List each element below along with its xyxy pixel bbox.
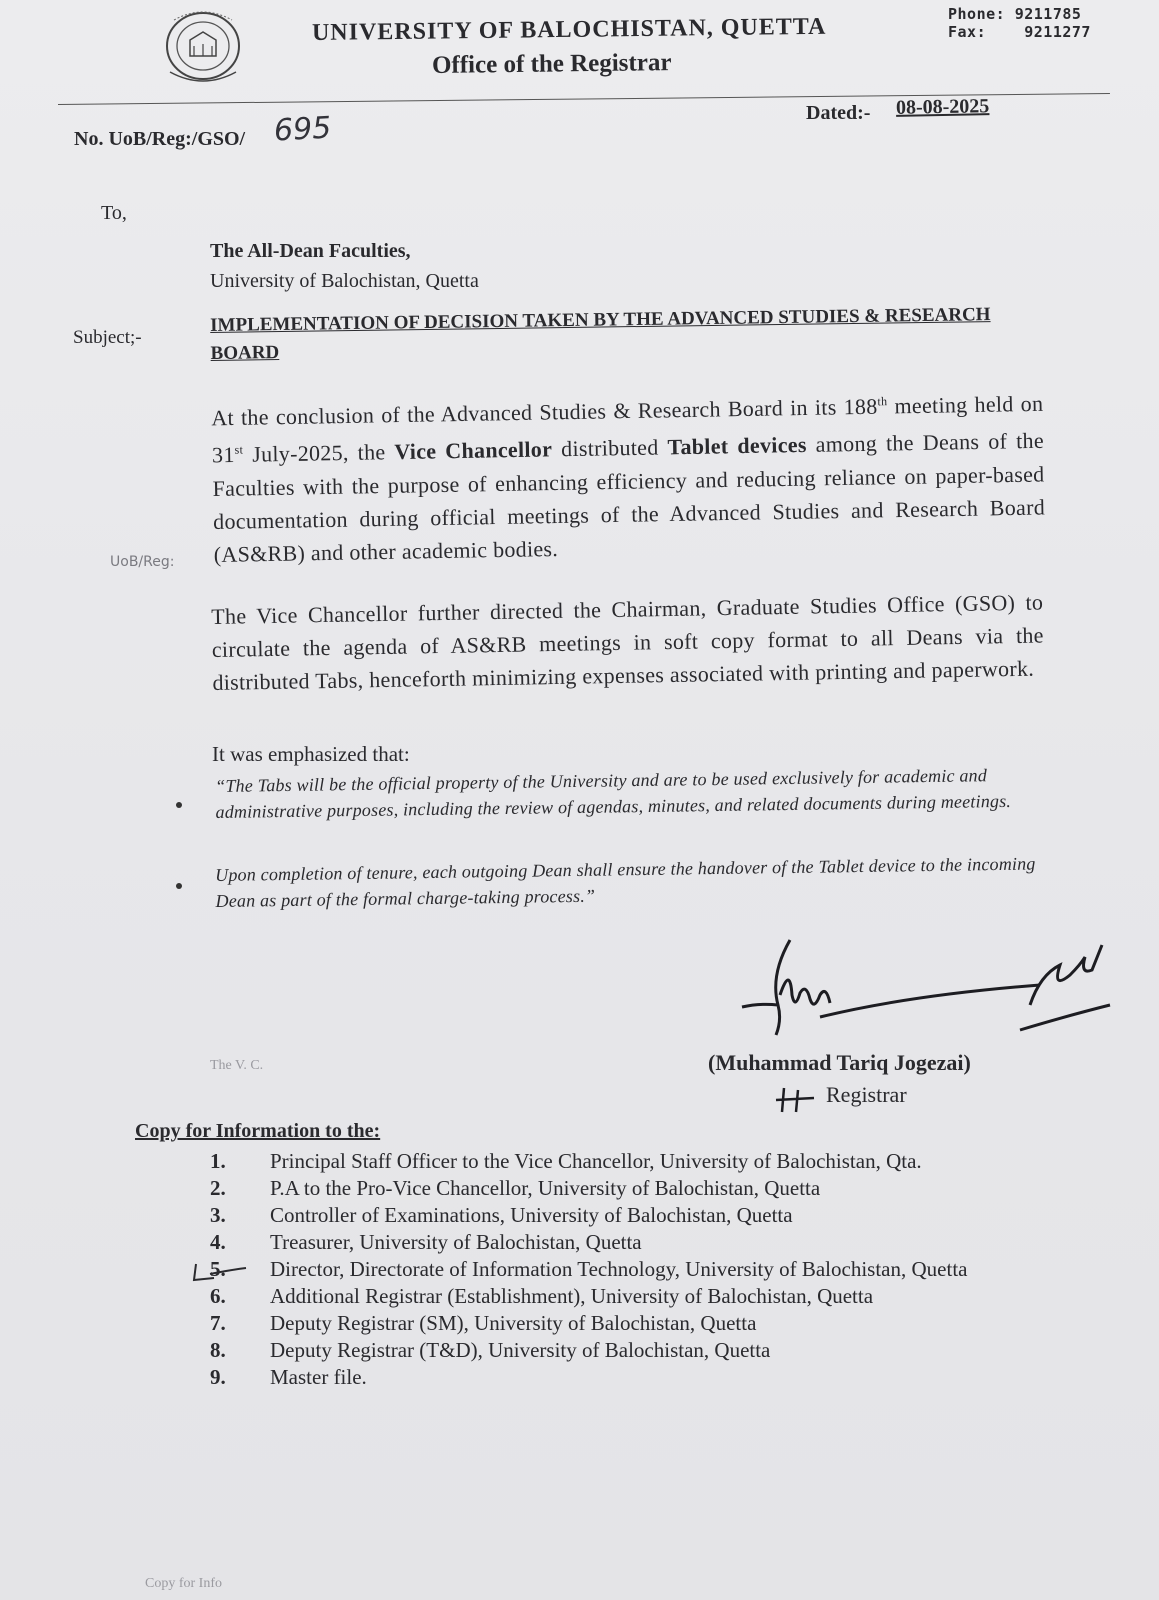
- copy-list-item: [210, 1283, 967, 1310]
- bleed-through-text: The V. C.: [210, 1058, 264, 1073]
- copy-item-text: P.A to the Pro-Vice Chancellor, University of Balochistan, Quetta: [270, 1176, 821, 1200]
- para1-part-b: meeting held on 31: [211, 390, 1044, 468]
- fax-label: Fax:: [948, 23, 987, 41]
- copy-item-text: Master file.: [270, 1365, 367, 1389]
- bullet-item-2: Upon completion of tenure, each outgoing Dean shall ensure the handover of the Tablet device to the incoming Dean as part of the formal charge-taking process.”: [215, 853, 1036, 911]
- office-title: Office of the Registrar: [431, 49, 672, 79]
- para1-part-d: distributed: [551, 434, 668, 462]
- dated-label: Dated:-: [806, 102, 871, 124]
- bullet-dot-icon: [176, 883, 182, 889]
- copy-list-item: [210, 1337, 967, 1364]
- copy-item-text: Treasurer, University of Balochistan, Quetta: [270, 1230, 642, 1254]
- copy-item-text: Principal Staff Officer to the Vice Chancellor, University of Balochistan, Qta.: [270, 1149, 922, 1173]
- body-paragraph-1: [211, 382, 1046, 570]
- bleed-through-text: Copy for Info: [145, 1576, 222, 1591]
- para1-bold-vice-chancellor: Vice Chancellor: [394, 436, 553, 465]
- bleed-through-text: UoB/Reg:: [110, 554, 175, 570]
- copy-list-item: [210, 1202, 967, 1229]
- fax-value: 9211277: [1024, 23, 1091, 41]
- copy-item-number: 6.: [210, 1284, 226, 1308]
- reference-number-label: No. UoB/Reg:/GSO/: [74, 128, 246, 150]
- copy-list-item: [210, 1148, 967, 1175]
- para1-superscript-2: st: [234, 442, 244, 457]
- copy-item-text: Deputy Registrar (T&D), University of Balochistan, Quetta: [270, 1338, 771, 1362]
- to-label: To,: [101, 202, 127, 224]
- para1-part-e: among the Deans of the Faculties with the purpose of enhancing efficiency and reducing reliance on paper-based documentation during official meetings of the Advanced Studies and Research Board (AS&RB) and other academic bodies.: [212, 428, 1046, 567]
- copy-list: [210, 1148, 967, 1391]
- copy-list-item: [210, 1256, 967, 1283]
- signatory-title: Registrar: [826, 1082, 907, 1107]
- copy-list-item: [210, 1364, 967, 1391]
- handwritten-signature: [740, 935, 1140, 1045]
- copy-list-item: [210, 1310, 967, 1337]
- recipient-address: [210, 236, 479, 296]
- signatory-name: (Muhammad Tariq Jogezai): [708, 1050, 971, 1075]
- bullet-dot-icon: [176, 802, 182, 808]
- copy-item-text: Additional Registrar (Establishment), University of Balochistan, Quetta: [270, 1284, 874, 1308]
- copy-item-text: Deputy Registrar (SM), University of Balochistan, Quetta: [270, 1311, 757, 1335]
- copy-item-number: 8.: [210, 1338, 226, 1362]
- copy-item-text: Director, Directorate of Information Technology, University of Balochistan, Quetta: [270, 1257, 968, 1281]
- copy-item-text: Controller of Examinations, University of Balochistan, Quetta: [270, 1203, 793, 1227]
- para1-part-c: July-2025, the: [243, 439, 395, 468]
- subject-text: IMPLEMENTATION OF DECISION TAKEN BY THE ADVANCED STUDIES & RESEARCH BOARD: [210, 304, 991, 364]
- copy-item-number: 1.: [210, 1149, 226, 1173]
- copy-heading: Copy for Information to the:: [135, 1120, 381, 1142]
- copy-item-number: 7.: [210, 1311, 226, 1335]
- copy-item-number: 9.: [210, 1365, 226, 1389]
- recipient-line-2: University of Balochistan, Quetta: [210, 270, 479, 292]
- para1-part-a: At the conclusion of the Advanced Studies & Research Board in its 188: [211, 393, 878, 431]
- fax-number: [948, 23, 1091, 41]
- copy-item-number: 5.: [210, 1257, 226, 1281]
- copy-list-item: [210, 1175, 967, 1202]
- recipient-line-1: The All-Dean Faculties,: [210, 240, 411, 262]
- para1-bold-tablet-devices: Tablet devices: [667, 432, 807, 460]
- copy-item-number: 3.: [210, 1203, 226, 1227]
- copy-item-number: 2.: [210, 1176, 226, 1200]
- university-seal-icon: [160, 10, 246, 86]
- copy-item-number: 4.: [210, 1230, 226, 1254]
- phone-number: Phone: 9211785: [948, 5, 1082, 23]
- body-paragraph-2: The Vice Chancellor further directed the Chairman, Graduate Studies Office (GSO) to circulate the agenda of AS&RB meetings in soft copy format to all Deans via the distributed Tabs, henceforth minimizing expenses associated with printing and paperwork.: [211, 589, 1044, 695]
- para1-superscript-1: th: [877, 394, 888, 409]
- handwritten-tick-mark: [190, 1262, 250, 1284]
- university-title: UNIVERSITY OF BALOCHISTAN, QUETTA: [311, 13, 827, 46]
- handwritten-initial-mark: [770, 1084, 820, 1114]
- emphasis-line: It was emphasized that:: [212, 742, 410, 766]
- bullet-item-1: “The Tabs will be the official property of the University and are to be used exclusively for academic and administrative purposes, including the review of agendas, minutes, and related documents during meetings.: [215, 765, 1012, 822]
- subject-label: Subject;-: [73, 327, 142, 348]
- dated-value: 08-08-2025: [895, 95, 990, 119]
- reference-number-handwritten: 695: [273, 110, 333, 149]
- copy-list-item: [210, 1229, 967, 1256]
